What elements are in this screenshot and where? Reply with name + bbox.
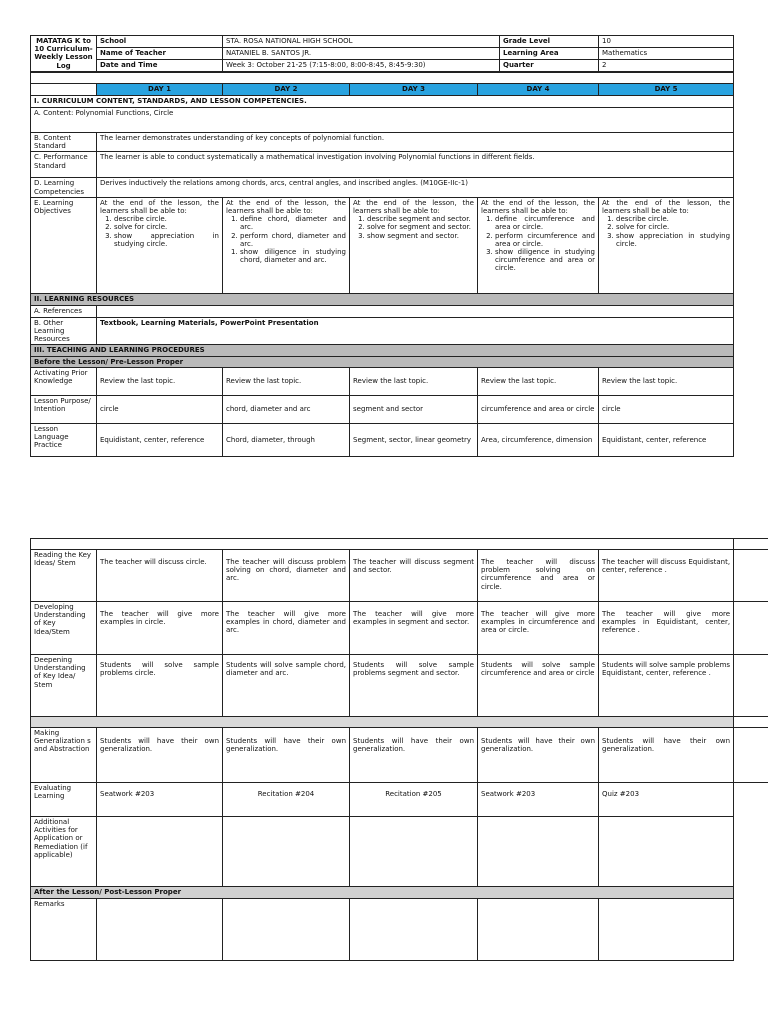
row-cell <box>223 817 350 887</box>
row-cell: Recitation #204 <box>223 783 350 817</box>
lesson-log-table <box>30 35 734 73</box>
row-cell <box>478 817 599 887</box>
row-cell: chord, diameter and arc <box>223 395 350 423</box>
school-label: School <box>97 36 223 48</box>
row-cell: Review the last topic. <box>223 367 350 395</box>
content-standard-label: B. Content Standard <box>31 133 97 152</box>
performance-standard-value: The learner is able to conduct systematically a mathematical investigation involving Polynomial functions in different fields. <box>97 152 734 178</box>
row-cell: Students will solve sample chord, diameter and arc. <box>223 655 350 717</box>
remarks-cell <box>223 899 350 961</box>
row-cell: Students will have their own generalization. <box>97 728 223 783</box>
objectives-intro: At the end of the lesson, the learners shall be able to: <box>602 198 731 216</box>
row-cell: Students will have their own generalization. <box>478 728 599 783</box>
row-cell: Seatwork #203 <box>478 783 599 817</box>
row-cell: segment and sector <box>350 395 478 423</box>
objective-item: 3. show segment and sector. <box>367 232 474 240</box>
school-value: STA. ROSA NATIONAL HIGH SCHOOL <box>223 36 500 48</box>
section-1-title: I. CURRICULUM CONTENT, STANDARDS, AND LESSON COMPETENCIES. <box>31 96 734 108</box>
objectives-intro: At the end of the lesson, the learners shall be able to: <box>226 198 346 216</box>
row-cell: circle <box>97 395 223 423</box>
competencies-label: D. Learning Competencies <box>31 178 97 197</box>
overflow-cell <box>734 550 768 602</box>
row-cell: The teacher will give more examples in chord, diameter and arc. <box>223 602 350 655</box>
objective-item: 2. perform chord, diameter and arc. <box>240 232 346 248</box>
datetime-label: Date and Time <box>97 60 223 73</box>
row-label: Evaluating Learning <box>31 783 97 817</box>
remarks-cell <box>350 899 478 961</box>
row-label: Developing Understanding of Key Idea/Stem <box>31 602 97 655</box>
remarks-cell <box>478 899 599 961</box>
row-label: Deepening Understanding of Key Idea/ Stem <box>31 655 97 717</box>
objectives-day-5 <box>599 197 734 293</box>
row-cell: The teacher will discuss Equidistant, center, reference . <box>599 550 734 602</box>
remarks-cell <box>97 899 223 961</box>
remarks-cell <box>599 899 734 961</box>
row-cell: Review the last topic. <box>478 367 599 395</box>
row-cell: Area, circumference, dimension <box>478 423 599 456</box>
row-cell: Review the last topic. <box>97 367 223 395</box>
row-cell: The teacher will discuss problem solving on chord, diameter and arc. <box>223 550 350 602</box>
objectives-day-4 <box>478 197 599 293</box>
day-header: DAY 5 <box>599 84 734 96</box>
after-lesson-title: After the Lesson/ Post-Lesson Proper <box>31 887 734 899</box>
grade-value: 10 <box>599 36 734 48</box>
row-cell: Students will solve sample problems segment and sector. <box>350 655 478 717</box>
row-cell: Equidistant, center, reference <box>599 423 734 456</box>
overflow-cell <box>734 783 768 817</box>
days-corner <box>31 84 97 96</box>
objective-item: 1. describe circle. <box>616 215 730 223</box>
row-cell: The teacher will give more examples in circle. <box>97 602 223 655</box>
overflow-cell <box>734 817 768 887</box>
row-cell: Students will solve sample problems Equidistant, center, reference . <box>599 655 734 717</box>
objective-item: 1. describe segment and sector. <box>367 215 474 223</box>
objective-number: 1. <box>231 248 238 257</box>
grade-label: Grade Level <box>500 36 599 48</box>
objective-item: 2. solve for circle. <box>616 223 730 231</box>
row-label: Lesson Purpose/ Intention <box>31 395 97 423</box>
content-row: A. Content: Polynomial Functions, Circle <box>31 108 734 133</box>
teacher-label: Name of Teacher <box>97 48 223 60</box>
references-label: A. References <box>31 305 97 317</box>
row-label: Making Generalization s and Abstraction <box>31 728 97 783</box>
other-resources-value: Textbook, Learning Materials, PowerPoint Presentation <box>97 317 734 345</box>
row-cell: Students will have their own generalization. <box>350 728 478 783</box>
row-cell: Seatwork #203 <box>97 783 223 817</box>
teacher-value: NATANIEL B. SANTOS JR. <box>223 48 500 60</box>
row-cell: Students will have their own generalization. <box>599 728 734 783</box>
before-lesson-title: Before the Lesson/ Pre-Lesson Proper <box>31 356 734 367</box>
other-resources-label: B. Other Learning Resources <box>31 317 97 345</box>
row-cell: The teacher will give more examples in Equidistant, center, reference . <box>599 602 734 655</box>
row-cell: Chord, diameter, through <box>223 423 350 456</box>
row-label: Reading the Key Ideas/ Stem <box>31 550 97 602</box>
lesson-body-table <box>30 71 734 457</box>
objectives-intro: At the end of the lesson, the learners shall be able to: <box>353 198 474 216</box>
row-cell: Review the last topic. <box>350 367 478 395</box>
row-cell: circumference and area or circle <box>478 395 599 423</box>
row-cell <box>97 817 223 887</box>
objective-item: 3. show diligence in studying circumference and area or circle. <box>495 248 595 273</box>
objectives-day-2 <box>223 197 350 293</box>
row-cell <box>350 817 478 887</box>
row-label: Activating Prior Knowledge <box>31 367 97 395</box>
row-cell: Students will solve sample problems circle. <box>97 655 223 717</box>
row-cell: Equidistant, center, reference <box>97 423 223 456</box>
objective-item: 1. describe circle. <box>114 215 219 223</box>
objective-item: 3. show appreciation in studying circle. <box>114 232 219 248</box>
day-header: DAY 3 <box>350 84 478 96</box>
day-header: DAY 2 <box>223 84 350 96</box>
performance-standard-label: C. Performance Standard <box>31 152 97 178</box>
area-label: Learning Area <box>500 48 599 60</box>
objectives-day-1 <box>97 197 223 293</box>
objectives-label: E. Learning Objectives <box>31 197 97 293</box>
datetime-value: Week 3: October 21-25 (7:15-8:00, 8:00-8:45, 8:45-9:30) <box>223 60 500 73</box>
objectives-intro: At the end of the lesson, the learners shall be able to: <box>100 198 219 216</box>
row-cell: Review the last topic. <box>599 367 734 395</box>
overflow-cell <box>734 899 768 961</box>
row-cell: Quiz #203 <box>599 783 734 817</box>
row-label: Additional Activities for Application or Remediation (if applicable) <box>31 817 97 887</box>
competencies-value: Derives inductively the relations among chords, arcs, central angles, and inscribed angles. (M10GE-IIc-1) <box>97 178 734 197</box>
row-cell: The teacher will discuss circle. <box>97 550 223 602</box>
objectives-day-3 <box>350 197 478 293</box>
overflow-cell <box>734 655 768 717</box>
row-cell: Recitation #205 <box>350 783 478 817</box>
quarter-value: 2 <box>599 60 734 73</box>
row-cell <box>599 817 734 887</box>
form-title: MATATAG K to 10 Curriculum-Weekly Lesson Log <box>31 36 97 73</box>
overflow-cell <box>734 717 768 728</box>
quarter-label: Quarter <box>500 60 599 73</box>
row-cell: circle <box>599 395 734 423</box>
remarks-label: Remarks <box>31 899 97 961</box>
day-header: DAY 1 <box>97 84 223 96</box>
day-header: DAY 4 <box>478 84 599 96</box>
row-cell: Students will have their own generalization. <box>223 728 350 783</box>
spacer-row <box>31 72 734 84</box>
row-cell: The teacher will give more examples in circumference and area or circle. <box>478 602 599 655</box>
objective-item: 2. solve for circle. <box>114 223 219 231</box>
overflow-cell <box>734 728 768 783</box>
row-cell: The teacher will discuss problem solving on circumference and area or circle. <box>478 550 599 602</box>
section-2-title: II. LEARNING RESOURCES <box>31 293 734 305</box>
overflow-cell <box>734 539 768 550</box>
spacer-row <box>31 539 734 550</box>
gray-separator <box>31 717 734 728</box>
objective-item: 1. define chord, diameter and arc. <box>240 215 346 231</box>
overflow-cell <box>734 887 768 899</box>
objective-item: 1. define circumference and area or circle. <box>495 215 595 231</box>
objective-item: 3. show appreciation in studying circle. <box>616 232 730 248</box>
row-cell: The teacher will give more examples in segment and sector. <box>350 602 478 655</box>
content-standard-value: The learner demonstrates understanding of key concepts of polynomial function. <box>97 133 734 152</box>
row-cell: The teacher will discuss segment and sector. <box>350 550 478 602</box>
objective-item: show diligence in studying chord, diameter and arc. <box>240 248 346 265</box>
lesson-log-table-page-2 <box>30 538 768 961</box>
objectives-intro: At the end of the lesson, the learners shall be able to: <box>481 198 595 216</box>
row-label: Lesson Language Practice <box>31 423 97 456</box>
objective-item: 2. perform circumference and area or circle. <box>495 232 595 248</box>
row-cell: Segment, sector, linear geometry <box>350 423 478 456</box>
overflow-cell <box>734 602 768 655</box>
objective-item: 2. solve for segment and sector. <box>367 223 474 231</box>
row-cell: Students will solve sample circumference and area or circle <box>478 655 599 717</box>
area-value: Mathematics <box>599 48 734 60</box>
references-value <box>97 305 734 317</box>
section-3-title: III. TEACHING AND LEARNING PROCEDURES <box>31 345 734 356</box>
